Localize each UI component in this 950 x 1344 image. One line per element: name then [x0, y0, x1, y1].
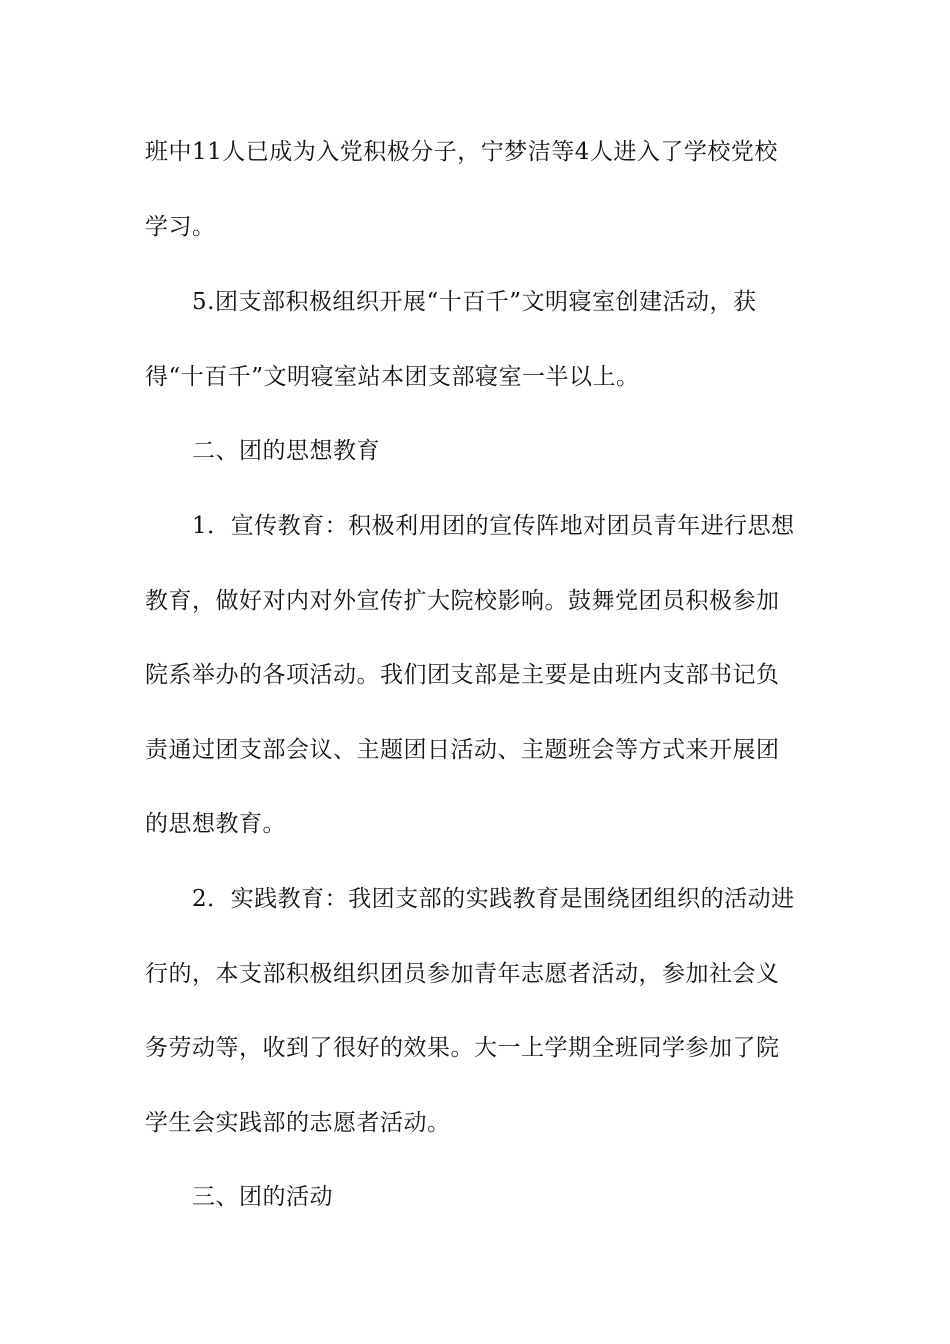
list-item-1-line: 1．宣传教育：积极利用团的宣传阵地对团员青年进行思想: [192, 513, 795, 539]
section-heading: 三、团的活动: [192, 1184, 333, 1210]
paragraph-line: 行的，本支部积极组织团员参加青年志愿者活动，参加社会义: [145, 961, 780, 987]
paragraph-line: 学生会实践部的志愿者活动。: [145, 1110, 451, 1136]
list-item-5-line: 5.团支部积极组织开展“十百千”文明寝室创建活动，获: [192, 289, 757, 315]
paragraph-line: 的思想教育。: [145, 811, 286, 837]
paragraph-line: 务劳动等，收到了很好的效果。大一上学期全班同学参加了院: [145, 1035, 780, 1061]
paragraph-line: 学习。: [145, 214, 216, 240]
paragraph-line: 得“十百千”文明寝室站本团支部寝室一半以上。: [145, 364, 640, 390]
paragraph-line: 责通过团支部会议、主题团日活动、主题班会等方式来开展团: [145, 737, 780, 763]
section-heading: 二、团的思想教育: [192, 438, 380, 464]
paragraph-line: 院系举办的各项活动。我们团支部是主要是由班内支部书记负: [145, 662, 780, 688]
paragraph-line: 班中11人已成为入党积极分子，宁梦洁等4人进入了学校党校: [145, 139, 778, 165]
list-item-2-line: 2．实践教育：我团支部的实践教育是围绕团组织的活动进: [192, 886, 795, 912]
paragraph-line: 教育，做好对内对外宣传扩大院校影响。鼓舞党团员积极参加: [145, 588, 780, 614]
